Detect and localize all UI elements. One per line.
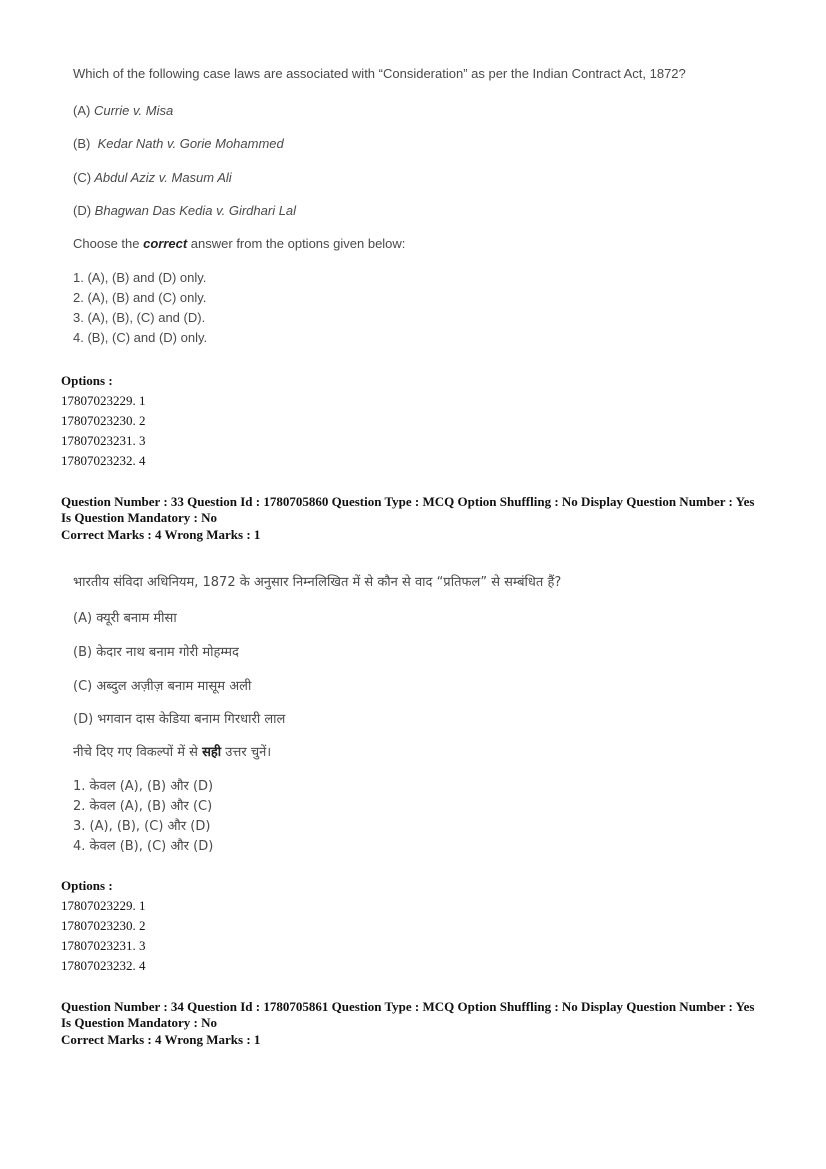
question-33-answer-3: 3. (A), (B), (C) और (D)	[73, 819, 211, 834]
question-32-item-c: (C) Abdul Aziz v. Masum Ali	[73, 170, 232, 185]
question-33-item-b: (B) केदार नाथ बनाम गोरी मोहम्मद	[73, 645, 239, 660]
question-32-answer-4: 4. (B), (C) and (D) only.	[73, 330, 208, 345]
question-34-mandatory: Is Question Mandatory : No	[61, 1015, 218, 1030]
option-row: 17807023232. 4	[61, 958, 146, 973]
option-row: 17807023229. 1	[61, 898, 146, 913]
question-34-meta-line1: Question Number : 34 Question Id : 1780705861 Question Type : MCQ Option Shuffling : No Display Question Number : Yes	[61, 999, 755, 1014]
question-33-answer-2: 2. केवल (A), (B) और (C)	[73, 799, 213, 814]
question-32-answer-3: 3. (A), (B), (C) and (D).	[73, 310, 206, 325]
option-row: 17807023230. 2	[61, 413, 146, 428]
question-32-item-b: (B) Kedar Nath v. Gorie Mohammed	[73, 136, 284, 151]
options-label: Options :	[61, 373, 113, 388]
question-32-instruction: Choose the correct answer from the options given below:	[73, 236, 406, 251]
option-row: 17807023231. 3	[61, 433, 146, 448]
option-row: 17807023229. 1	[61, 393, 146, 408]
question-33-answer-1: 1. केवल (A), (B) और (D)	[73, 779, 214, 794]
question-33-meta-line1: Question Number : 33 Question Id : 1780705860 Question Type : MCQ Option Shuffling : No Display Question Number : Yes	[61, 494, 755, 509]
question-33-item-a: (A) क्यूरी बनाम मीसा	[73, 611, 177, 626]
question-33-answer-4: 4. केवल (B), (C) और (D)	[73, 839, 214, 854]
option-row: 17807023232. 4	[61, 453, 146, 468]
question-33-item-c: (C) अब्दुल अज़ीज़ बनाम मासूम अली	[73, 679, 252, 694]
question-33-item-d: (D) भगवान दास केडिया बनाम गिरधारी लाल	[73, 712, 286, 727]
option-row: 17807023230. 2	[61, 918, 146, 933]
question-32-answer-2: 2. (A), (B) and (C) only.	[73, 290, 207, 305]
question-33-marks: Correct Marks : 4 Wrong Marks : 1	[61, 527, 261, 542]
question-33-mandatory: Is Question Mandatory : No	[61, 510, 218, 525]
option-row: 17807023231. 3	[61, 938, 146, 953]
question-33-options	[61, 876, 146, 976]
question-33-instruction: नीचे दिए गए विकल्पों में से सही उत्तर चुनें।	[73, 745, 272, 760]
question-32-options	[61, 371, 146, 471]
question-32-item-a: (A) Currie v. Misa	[73, 103, 174, 118]
question-33-stem: भारतीय संविदा अधिनियम, 1872 के अनुसार निम्नलिखित में से कौन से वाद “प्रतिफल” से सम्बंधित हैं?	[73, 575, 562, 590]
question-32-answer-1: 1. (A), (B) and (D) only.	[73, 270, 207, 285]
question-32-stem: Which of the following case laws are associated with “Consideration” as per the Indian Contract Act, 1872?	[73, 66, 686, 81]
question-34-marks: Correct Marks : 4 Wrong Marks : 1	[61, 1032, 261, 1047]
options-label: Options :	[61, 878, 113, 893]
question-32-item-d: (D) Bhagwan Das Kedia v. Girdhari Lal	[73, 203, 297, 218]
